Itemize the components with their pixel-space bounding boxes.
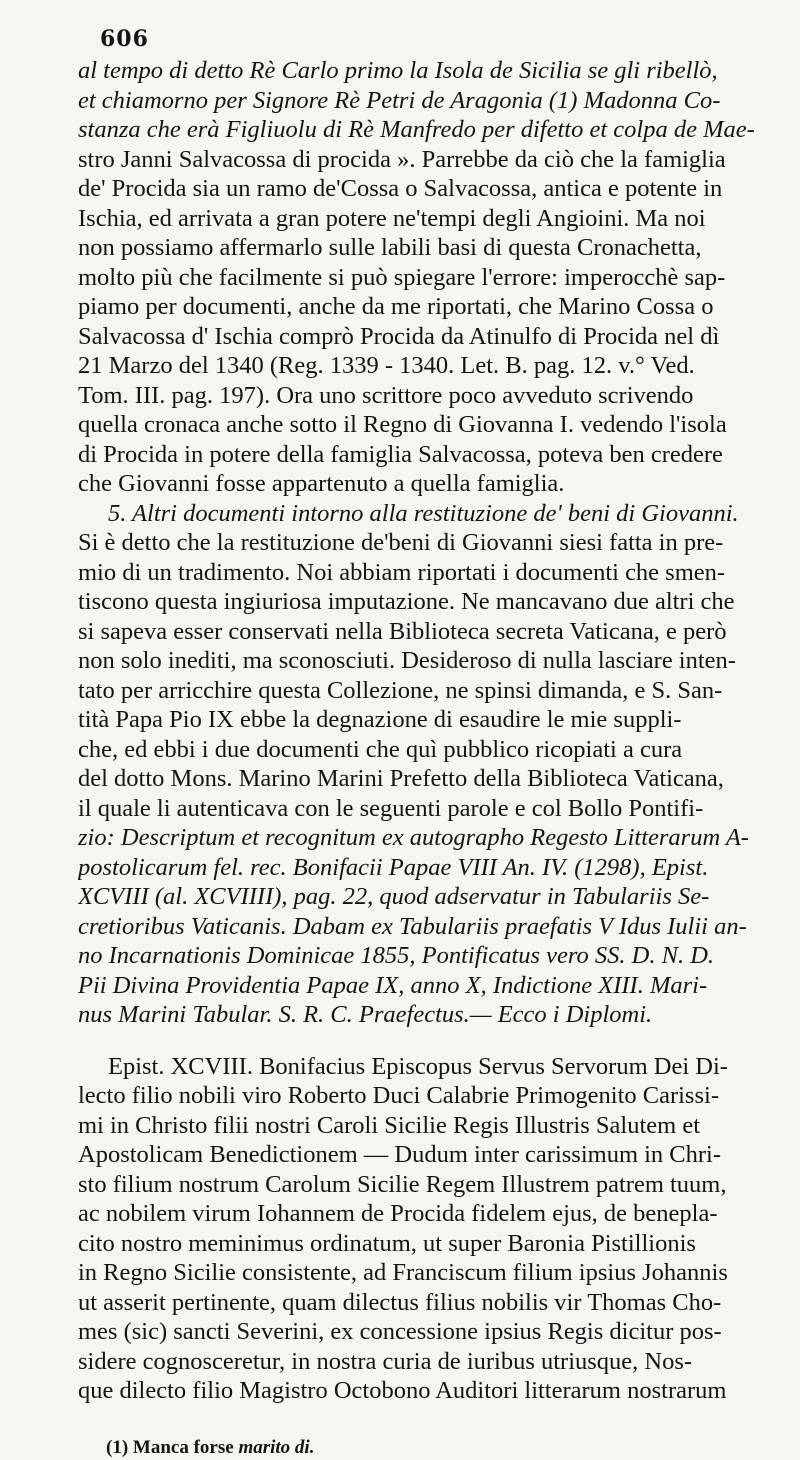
text-line: in Regno Sicilie consistente, ad Franciscum filium ipsius Johannis [78,1259,728,1286]
paragraph-epistle [78,1052,770,1406]
text-line: del dotto Mons. Marino Marini Prefetto della Biblioteca Vaticana, [78,765,724,792]
page-number: 606 [100,26,149,52]
text-line: mio di un tradimento. Noi abbiam riportati i documenti che smen- [78,558,726,586]
text-line: nus Marini Tabular. S. R. C. Praefectus.— Ecco i Diplomi. [78,1001,653,1028]
text-line: lecto filio nobili viro Roberto Duci Calabrie Primogenito Carissi- [78,1082,719,1109]
text-line: tiscono questa ingiuriosa imputazione. Ne mancavano due altri che [78,588,735,615]
footnote-text: Manca forse [132,1436,234,1458]
section-heading: 5. Altri documenti intorno alla restituzione de' beni di Giovanni. [108,499,739,527]
text-line: cretioribus Vaticanis. Dabam ex Tabulariis praefatis V Idus Iulii an- [78,912,747,940]
text-line: quella cronaca anche sotto il Regno di Giovanna I. vedendo l'isola [78,411,727,438]
footnote-marker: (1) [106,1436,129,1458]
text-line: molto più che facilmente si può spiegare l'errore: imperocchè sap- [78,263,726,291]
text-line: postolicarum fel. rec. Bonifacii Papae VIII An. IV. (1298), Epist. [78,853,709,881]
text-line: Epist. XCVIII. Bonifacius Episcopus Servus Servorum Dei Di- [108,1052,728,1080]
paragraph-gap [78,1030,770,1052]
text-line: et chiamorno per Signore Rè Petri de Aragonia (1) Madonna Co- [78,86,721,114]
text-line: Salvacossa d' Ischia comprò Procida da Atinulfo di Procida nel dì [78,322,720,350]
text-line: al tempo di detto Rè Carlo primo la Isola de Sicilia se gli ribellò, [78,57,718,84]
text-line: zio: Descriptum et recognitum ex autographo Regesto Litterarum A- [78,824,749,851]
text-line: XCVIII (al. XCVIIII), pag. 22, quod adservatur in Tabulariis Se- [78,883,710,910]
text-line: Ischia, ed arrivata a gran potere ne'tempi degli Angioini. Ma noi [78,204,706,232]
text-line: Si è detto che la restituzione de'beni di Giovanni siesi fatta in pre- [78,529,724,556]
footnote-spacer [78,1406,770,1436]
text-line: piamo per documenti, anche da me riportati, che Marino Cossa o [78,293,714,320]
text-line: tato per arricchire questa Collezione, ne spinsi dimanda, e S. San- [78,676,723,704]
text-line: cito nostro meminimus ordinatum, ut super Baronia Pistillionis [78,1229,696,1257]
text-line: che, ed ebbi i due documenti che quì pubblico ricopiati a cura [78,735,683,763]
text-line: che Giovanni fosse appartenuto a quella famiglia. [78,470,565,497]
paragraph-section-5 [78,499,770,1030]
text-line: stanza che erà Figliuolu di Rè Manfredo per difetto et colpa de Mae- [78,116,755,143]
text-line: di Procida in potere della famiglia Salvacossa, poteva ben credere [78,440,723,468]
text-line: Pii Divina Providentia Papae IX, anno X, Indictione XIII. Mari- [78,971,708,999]
text-line: tità Papa Pio IX ebbe la degnazione di esaudire le mie suppli- [78,706,682,733]
text-line: stro Janni Salvacossa di procida ». Parrebbe da ciò che la famiglia [78,145,726,173]
text-line: Tom. III. pag. 197). Ora uno scrittore poco avveduto scrivendo [78,381,694,409]
text-line: non solo inediti, ma sconosciuti. Desideroso di nulla lasciare inten- [78,647,736,674]
text-line: Apostolicam Benedictionem — Dudum inter carissimum in Chri- [78,1141,722,1168]
text-line: de' Procida sia un ramo de'Cossa o Salvacossa, antica e potente in [78,175,723,202]
text-line: ut asserit pertinente, quam dilectus filius nobilis vir Thomas Cho- [78,1288,722,1316]
paragraph-continuation [78,56,770,499]
text-line: no Incarnationis Dominicae 1855, Pontificatus vero SS. D. N. D. [78,942,715,969]
text-line: mes (sic) sancti Severini, ex concessione ipsius Regis dicitur pos- [78,1318,722,1345]
footnote-italic-text: marito di. [238,1436,315,1458]
text-line: ac nobilem virum Iohannem de Procida fidelem ejus, de benepla- [78,1200,718,1227]
text-line: non possiamo affermarlo sulle labili basi di questa Cronachetta, [78,234,702,261]
text-line: si sapeva esser conservati nella Biblioteca secreta Vaticana, e però [78,617,727,645]
text-line: 21 Marzo del 1340 (Reg. 1339 - 1340. Let. B. pag. 12. v.° Ved. [78,352,695,379]
text-line: que dilecto filio Magistro Octobono Auditori litterarum nostrarum [78,1377,727,1404]
text-line: sto filium nostrum Carolum Sicilie Regem Illustrem patrem tuum, [78,1170,727,1198]
text-line: il quale li autenticava con le seguenti parole e col Bollo Pontifi- [78,794,704,822]
footnote [106,1436,770,1460]
text-line: mi in Christo filii nostri Caroli Sicilie Regis Illustris Salutem et [78,1111,700,1139]
text-line: sidere cognosceretur, in nostra curia de iuribus utriusque, Nos- [78,1347,693,1375]
